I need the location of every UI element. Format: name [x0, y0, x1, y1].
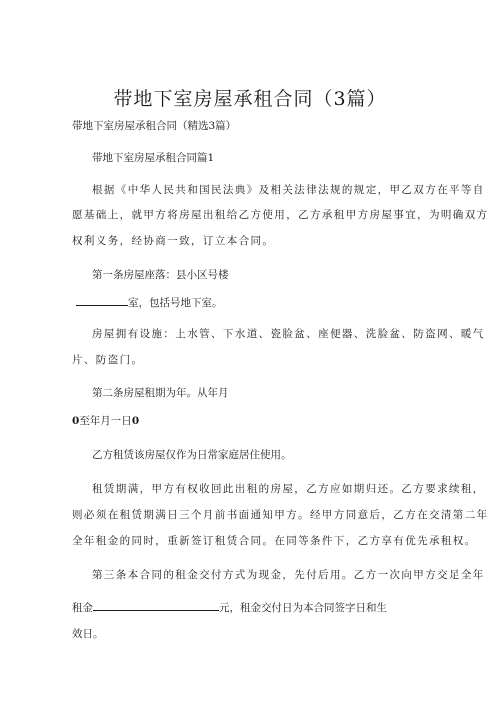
- paragraph-1-line-1: 根据《中华人民共和国民法典》及相关法律法规的规定，甲乙双方在平等自: [92, 184, 485, 196]
- section-heading: 带地下室房屋承租合同篇1: [92, 152, 215, 164]
- article-2-heading: 第二条房屋租期为年。从年月: [92, 387, 229, 399]
- article-3-rent-label: 租金: [72, 602, 93, 614]
- date-zero-start: 0: [72, 415, 80, 427]
- paragraph-1-line-2: 愿基础上，就甲方将房屋出租给乙方使用，乙方承租甲方房屋事宜，为明确双方: [72, 209, 489, 221]
- paragraph-4-line-3: 全年租金的同时，重新签订租赁合同。在同等条件下，乙方享有优先承租权。: [72, 535, 477, 547]
- paragraph-1-line-3: 权利义务，经协商一致，订立本合同。: [72, 235, 275, 247]
- article-3-line-1: 第三条本合同的租金交付方式为现金，先付后用。乙方一次向甲方交足全年: [92, 569, 485, 581]
- article-1-continuation: [76, 294, 436, 310]
- article-3-line-3: 效日。: [72, 628, 104, 640]
- paragraph-4-line-2: 则必须在租赁期满日三个月前书面通知甲方。经甲方同意后，乙方在交清第二年: [72, 509, 489, 521]
- article-2-date-line: [72, 414, 432, 428]
- date-zero-end: 0: [131, 415, 140, 427]
- rent-amount-blank: [93, 599, 219, 611]
- date-middle: 至年月一日: [79, 415, 132, 427]
- document-subtitle: 带地下室房屋承租合同（精选3篇）: [72, 120, 237, 132]
- paragraph-2-line-2: 片、防盗门。: [72, 354, 144, 366]
- paragraph-2-line-1: 房屋拥有设施：上水管、下水道、瓷脸盆、座便器、洗脸盆、防盗网、暖气: [92, 328, 485, 340]
- article-1-tail: 室，包括号地下室。: [128, 297, 223, 309]
- blank-underline: [76, 294, 128, 306]
- document-title: 带地下室房屋承租合同（3篇）: [113, 88, 387, 110]
- paragraph-3: 乙方租赁该房屋仅作为日常家庭居住使用。: [92, 449, 292, 461]
- paragraph-4-line-1: 租赁期满，甲方有权收回此出租的房屋，乙方应如期归还。乙方要求续租，: [92, 483, 485, 495]
- article-3-line-2: [72, 599, 432, 615]
- article-1-heading: 第一条房屋座落：县小区号楼: [92, 269, 229, 281]
- article-3-rent-tail: 元，租金交付日为本合同签字日和生: [219, 602, 387, 614]
